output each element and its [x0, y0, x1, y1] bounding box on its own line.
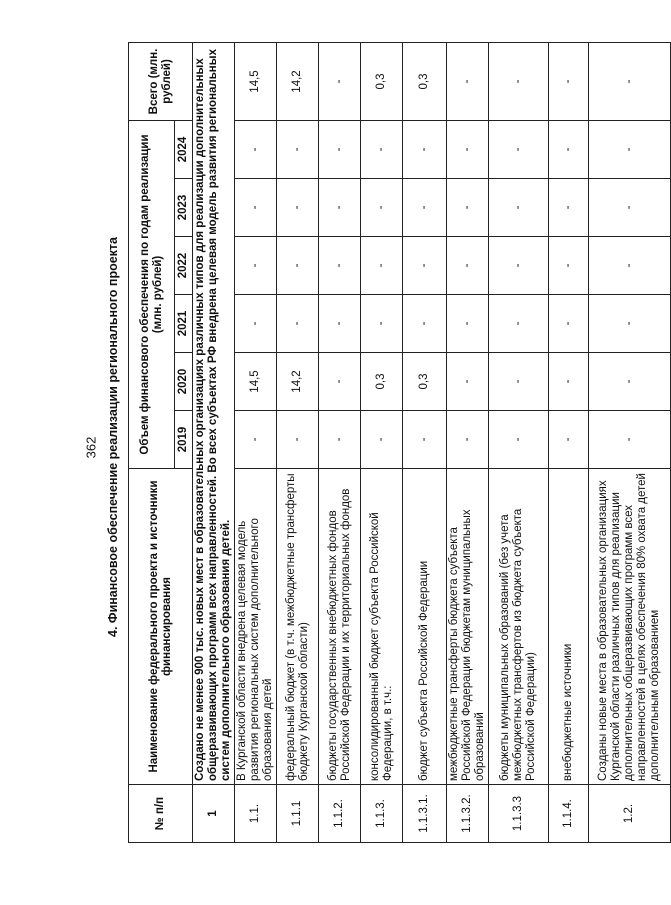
- row-num: 1.2.: [589, 785, 671, 843]
- section-text: Создано не менее 900 тыс. новых мест в образовательных организациях различных типов для реализации дополнительных общеразвивающих программ всех направленностей. Во всех субъектах РФ внедрена целевая модель развития региональных систем дополнительного образования детей.: [193, 42, 235, 784]
- header-year: 2021: [175, 295, 193, 353]
- row-value: -: [549, 179, 589, 237]
- row-value: -: [447, 179, 489, 237]
- row-value: -: [447, 237, 489, 295]
- row-name: межбюджетные трансферты бюджета субъекта Российской Федерации бюджетам муниципальных образований: [447, 469, 489, 785]
- section-row: [193, 42, 235, 842]
- rotated-page-content: [104, 43, 661, 843]
- row-value: -: [403, 179, 447, 237]
- header-year: 2023: [175, 179, 193, 237]
- header-year: 2019: [175, 411, 193, 469]
- row-value: -: [489, 295, 549, 353]
- row-value: -: [235, 411, 277, 469]
- row-value: -: [361, 237, 403, 295]
- row-value: -: [361, 411, 403, 469]
- row-num: 1.1.1: [277, 785, 319, 843]
- row-name: Созданы новые места в образовательных организациях Курганской области различных типов для реализации дополнительных общеразвивающих программ всех направленностей в целях обеспечения 80% охвата детей дополнительным образованием: [589, 469, 671, 785]
- table-row: [235, 42, 277, 842]
- row-value: -: [549, 120, 589, 178]
- row-value: -: [403, 237, 447, 295]
- row-value: -: [319, 179, 361, 237]
- row-value: -: [447, 120, 489, 178]
- row-value: -: [489, 353, 549, 411]
- row-value: -: [235, 295, 277, 353]
- row-value: -: [235, 179, 277, 237]
- row-value: -: [319, 295, 361, 353]
- row-value: -: [447, 353, 489, 411]
- section-num: 1: [193, 785, 235, 843]
- row-value: -: [319, 411, 361, 469]
- row-num: 1.1.3.1.: [403, 785, 447, 843]
- row-value: -: [489, 120, 549, 178]
- row-value: -: [235, 120, 277, 178]
- row-value: -: [447, 295, 489, 353]
- row-total: -: [549, 42, 589, 120]
- row-value: -: [277, 237, 319, 295]
- table-row: [489, 42, 549, 842]
- row-value: -: [549, 295, 589, 353]
- row-value: -: [277, 411, 319, 469]
- row-value: 14,2: [277, 353, 319, 411]
- row-value: 0,3: [361, 353, 403, 411]
- row-value: -: [589, 179, 671, 237]
- row-total: 0,3: [403, 42, 447, 120]
- row-num: 1.1.3.2.: [447, 785, 489, 843]
- header-total: Всего (млн. рублей): [129, 42, 193, 120]
- table-row: [361, 42, 403, 842]
- header-name: Наименование федерального проекта и источники финансирования: [129, 469, 193, 785]
- row-value: -: [589, 237, 671, 295]
- row-value: -: [361, 295, 403, 353]
- table-row: [589, 42, 671, 842]
- row-value: -: [589, 353, 671, 411]
- row-total: -: [589, 42, 671, 120]
- row-name: бюджеты муниципальных образований (без учета межбюджетных трансфертов из бюджета субъекта Российской Федерации): [489, 469, 549, 785]
- row-value: -: [277, 295, 319, 353]
- financing-table: [128, 42, 671, 843]
- header-volume: Объем финансового обеспечения по годам реализации (млн. рублей): [129, 120, 175, 468]
- row-value: -: [235, 237, 277, 295]
- row-value: -: [489, 237, 549, 295]
- row-value: -: [361, 179, 403, 237]
- row-value: -: [489, 411, 549, 469]
- row-name: консолидированный бюджет субъекта Российской Федерации, в т.ч.:: [361, 469, 403, 785]
- row-num: 1.1.4.: [549, 785, 589, 843]
- row-value: -: [447, 411, 489, 469]
- row-value: -: [589, 295, 671, 353]
- row-num: 1.1.: [235, 785, 277, 843]
- row-value: 0,3: [403, 353, 447, 411]
- table-row: [277, 42, 319, 842]
- row-total: -: [319, 42, 361, 120]
- row-value: -: [277, 120, 319, 178]
- row-total: 14,2: [277, 42, 319, 120]
- row-total: -: [447, 42, 489, 120]
- table-row: [447, 42, 489, 842]
- row-value: -: [319, 353, 361, 411]
- row-value: -: [403, 120, 447, 178]
- row-num: 1.1.2.: [319, 785, 361, 843]
- table-row: [319, 42, 361, 842]
- row-value: -: [549, 411, 589, 469]
- page-number: 362: [83, 436, 99, 459]
- row-name: В Курганской области внедрена целевая модель развития региональных систем дополнительного образования детей: [235, 469, 277, 785]
- row-name: бюджет субъекта Российской Федерации: [403, 469, 447, 785]
- row-value: -: [361, 120, 403, 178]
- header-year: 2020: [175, 353, 193, 411]
- table-row: [403, 42, 447, 842]
- row-name: внебюджетные источники: [549, 469, 589, 785]
- row-value: 14,5: [235, 353, 277, 411]
- row-value: -: [549, 353, 589, 411]
- table-row: [549, 42, 589, 842]
- row-name: федеральный бюджет (в т.ч. межбюджетные трансферты бюджету Курганской области): [277, 469, 319, 785]
- row-value: -: [403, 295, 447, 353]
- row-name: бюджеты государственных внебюджетных фондов Российской Федерации и их территориальных фондов: [319, 469, 361, 785]
- row-value: -: [319, 120, 361, 178]
- row-value: -: [589, 411, 671, 469]
- row-value: -: [549, 237, 589, 295]
- row-value: -: [403, 411, 447, 469]
- row-total: 14,5: [235, 42, 277, 120]
- row-value: -: [489, 179, 549, 237]
- header-num: № п/п: [129, 785, 193, 843]
- row-value: -: [277, 179, 319, 237]
- row-num: 1.1.3.: [361, 785, 403, 843]
- section-title: 4. Финансовое обеспечение реализации регионального проекта: [106, 237, 120, 637]
- row-value: -: [589, 120, 671, 178]
- row-value: -: [319, 237, 361, 295]
- header-year: 2024: [175, 120, 193, 178]
- row-num: 1.1.3.3: [489, 785, 549, 843]
- row-total: -: [489, 42, 549, 120]
- row-total: 0,3: [361, 42, 403, 120]
- header-year: 2022: [175, 237, 193, 295]
